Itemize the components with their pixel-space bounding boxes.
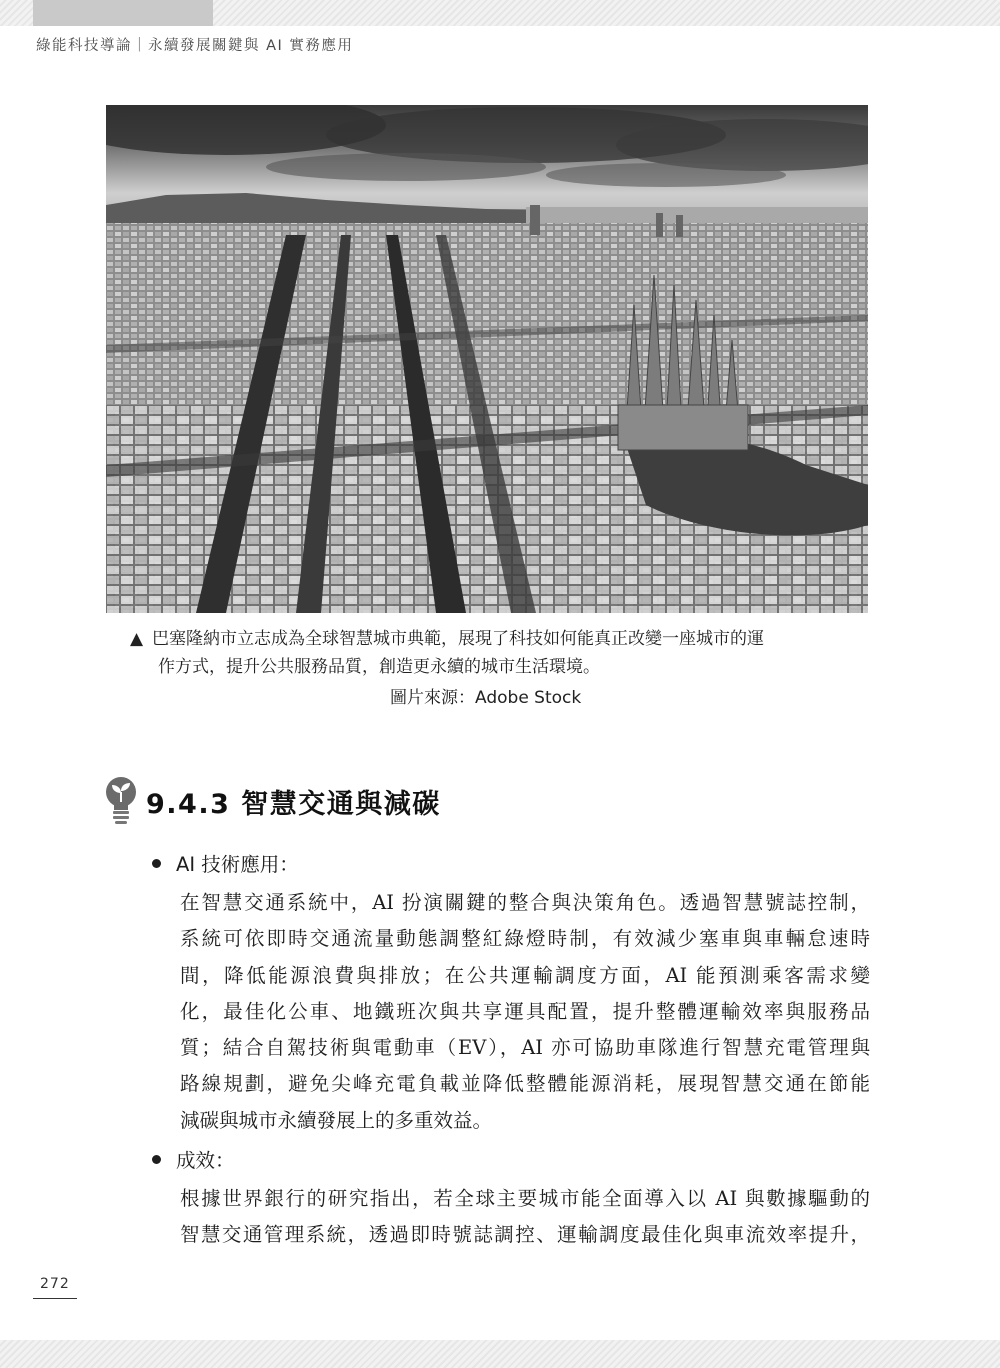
paragraph-line: 路線規劃，避免尖峰充電負載並降低整體能源消耗，展現智慧交通在節能 <box>180 1072 870 1096</box>
bullet-title: 成效： <box>176 1149 235 1172</box>
page-number-rule <box>33 1298 77 1299</box>
ai-applications-paragraph <box>180 885 870 1139</box>
bullet-title: AI 技術應用： <box>176 853 299 876</box>
image-credit: 圖片來源：Adobe Stock <box>390 688 582 708</box>
bullet-results <box>152 1145 235 1173</box>
paragraph-line: 化，最佳化公車、地鐵班次與共享運具配置，提升整體運輸效率與服務品 <box>180 999 870 1023</box>
figure-caption <box>130 625 870 681</box>
page-number: 272 <box>40 1276 70 1292</box>
bottom-decorative-band <box>0 1340 1000 1368</box>
barcelona-aerial-photo <box>106 105 868 613</box>
paragraph-line: 在智慧交通系統中，AI 扮演關鍵的整合與決策角色。透過智慧號誌控制， <box>180 891 870 914</box>
triangle-marker-icon: ▲ <box>130 629 144 649</box>
section-heading: 9.4.3 智慧交通與減碳 <box>146 789 441 820</box>
paragraph-line: 質；結合自駕技術與電動車（EV），AI 亦可協助車隊進行智慧充電管理與 <box>180 1036 870 1060</box>
bullet-dot-icon <box>152 1155 161 1164</box>
paragraph-line: 減碳與城市永續發展上的多重效益。 <box>180 1108 493 1132</box>
running-head: 綠能科技導論｜永續發展關鍵與 AI 實務應用 <box>36 38 354 54</box>
bullet-dot-icon <box>152 859 161 868</box>
bullet-ai-applications <box>152 849 299 877</box>
paragraph-line: 系統可依即時交通流量動態調整紅綠燈時制，有效減少塞車與車輛怠速時 <box>180 927 870 951</box>
caption-line-1: 巴塞隆納市立志成為全球智慧城市典範，展現了科技如何能真正改變一座城市的運 <box>152 629 764 649</box>
lightbulb-leaf-icon <box>104 776 138 826</box>
results-paragraph <box>180 1181 870 1254</box>
paragraph-line: 間，降低能源浪費與排放；在公共運輸調度方面，AI 能預測乘客需求變 <box>180 963 870 987</box>
paragraph-line: 根據世界銀行的研究指出，若全球主要城市能全面導入以 AI 與數據驅動的 <box>180 1187 870 1210</box>
chapter-tab <box>33 0 213 26</box>
caption-line-2: 作方式，提升公共服務品質，創造更永續的城市生活環境。 <box>158 657 600 677</box>
paragraph-line: 智慧交通管理系統，透過即時號誌調控、運輸調度最佳化與車流效率提升， <box>180 1223 870 1247</box>
